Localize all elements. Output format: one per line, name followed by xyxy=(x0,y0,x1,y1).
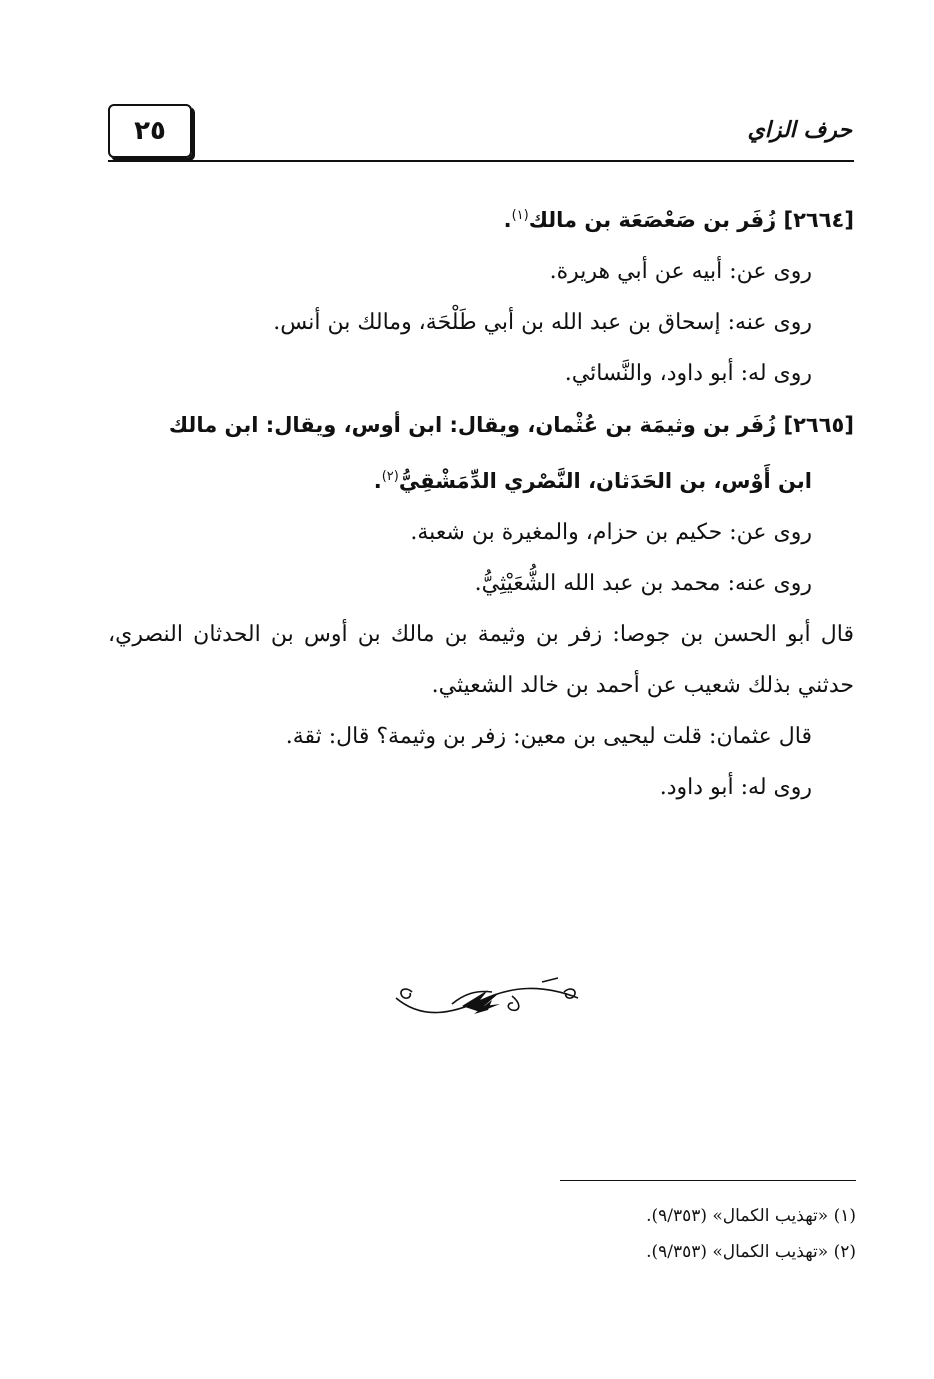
running-title: حرف الزاي xyxy=(747,118,852,143)
entry-end-mark: . xyxy=(373,469,382,493)
footnote-2: (٢) «تهذيب الكمال» (٩/٣٥٣). xyxy=(646,1242,856,1262)
entry-name-line2: ابن أَوْس، بن الحَدَثان، النَّصْري الدِّمَشْقِيُّ xyxy=(398,469,812,493)
footnotes xyxy=(646,1198,856,1270)
page-number-text: ٢٥ xyxy=(134,116,166,146)
entry-paragraph: قال أبو الحسن بن جوصا: زفر بن وثيمة بن مالك بن أوس بن الحدثان النصري، حدثني بذلك شعيب عن أحمد بن خالد الشعيثي. xyxy=(108,622,854,698)
entry-heading-2665-cont xyxy=(108,451,854,507)
entry-heading-2665 xyxy=(108,399,854,451)
entry-line: روى عن: حكيم بن حزام، والمغيرة بن شعبة. xyxy=(410,520,812,545)
page-body xyxy=(108,190,854,813)
entry-number: [٢٦٦٤] xyxy=(783,208,854,232)
entry-line: روى عنه: محمد بن عبد الله الشُّعَيْثِيُّ. xyxy=(474,571,812,596)
entry-line: روى له: أبو داود. xyxy=(659,775,812,800)
entry-number: [٢٦٦٥] xyxy=(783,413,854,437)
footnote-1: (١) «تهذيب الكمال» (٩/٣٥٣). xyxy=(646,1206,856,1226)
entry-end-mark: . xyxy=(503,208,512,232)
footnote-ref: (١) xyxy=(511,208,529,223)
entry-name: زُفَر بن صَعْصَعَة بن مالك xyxy=(528,208,777,232)
entry-line: روى عنه: إسحاق بن عبد الله بن أبي طَلْحَة، ومالك بن أنس. xyxy=(273,310,812,335)
entry-line: قال عثمان: قلت ليحيى بن معين: زفر بن وثيمة؟ قال: ثقة. xyxy=(285,724,812,749)
page-number xyxy=(108,104,192,158)
entry-line: روى عن: أبيه عن أبي هريرة. xyxy=(549,259,812,284)
entry-name-line1: زُفَر بن وثيمَة بن عُثْمان، ويقال: ابن أوس، ويقال: ابن مالك xyxy=(168,413,777,437)
header-divider xyxy=(108,160,854,162)
footnote-divider xyxy=(560,1180,856,1181)
footnote-ref: (٢) xyxy=(381,469,399,484)
flourish-ornament-icon xyxy=(392,970,582,1030)
entry-line: روى له: أبو داود، والنَّسائي. xyxy=(564,361,812,386)
entry-heading-2664 xyxy=(108,190,854,246)
